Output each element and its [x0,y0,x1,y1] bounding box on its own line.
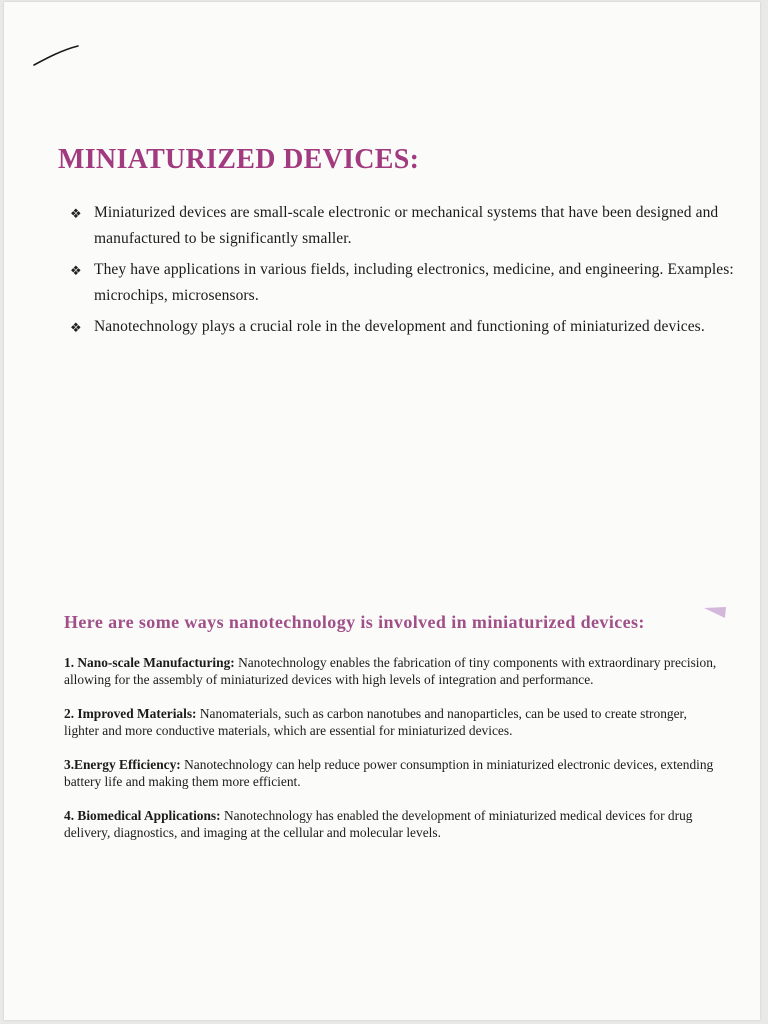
numbered-point [64,807,724,841]
bullet-list [70,200,740,346]
purple-corner-mark [704,606,728,620]
bullet-text: Miniaturized devices are small-scale electronic or mechanical systems that have been designed and manufactured to be significantly smaller. [94,204,719,247]
point-text: Nanomaterials, such as carbon nanotubes and nanoparticles, can be used to create stronger, lighter and more conductive materials, which are essential for miniaturized devices. [64,706,687,738]
pen-stroke-mark [32,40,82,70]
point-text: Nanotechnology can help reduce power consumption in miniaturized electronic devices, extending battery life and making them more efficient. [64,757,714,789]
point-text: Nanotechnology has enabled the development of miniaturized medical devices for drug delivery, diagnostics, and imaging at the cellular and molecular levels. [64,808,693,840]
point-title: 4. Biomedical Applications: [64,808,221,823]
list-item [70,257,740,309]
point-title: 3.Energy Efficiency: [64,757,181,772]
bullet-text: Nanotechnology plays a crucial role in the development and functioning of miniaturized devices. [94,318,705,335]
section-subheading: Here are some ways nanotechnology is involved in miniaturized devices: [64,612,645,632]
diamond-bullet-icon: ❖ [70,263,82,278]
page-title: MINIATURIZED DEVICES: [58,144,420,175]
numbered-point [64,756,724,790]
bullet-text: They have applications in various fields, including electronics, medicine, and engineering. Examples: microchips, microsensors. [94,261,734,304]
diamond-bullet-icon: ❖ [70,320,82,335]
point-title: 1. Nano-scale Manufacturing: [64,655,235,670]
numbered-point [64,654,724,688]
point-text: Nanotechnology enables the fabrication of tiny components with extraordinary precision, allowing for the assembly of miniaturized devices with high levels of integration and performance. [64,655,717,687]
numbered-points [64,654,724,858]
point-title: 2. Improved Materials: [64,706,197,721]
list-item [70,200,740,252]
numbered-point [64,705,724,739]
document-page [4,2,760,1020]
diamond-bullet-icon: ❖ [70,206,82,221]
list-item [70,314,740,341]
